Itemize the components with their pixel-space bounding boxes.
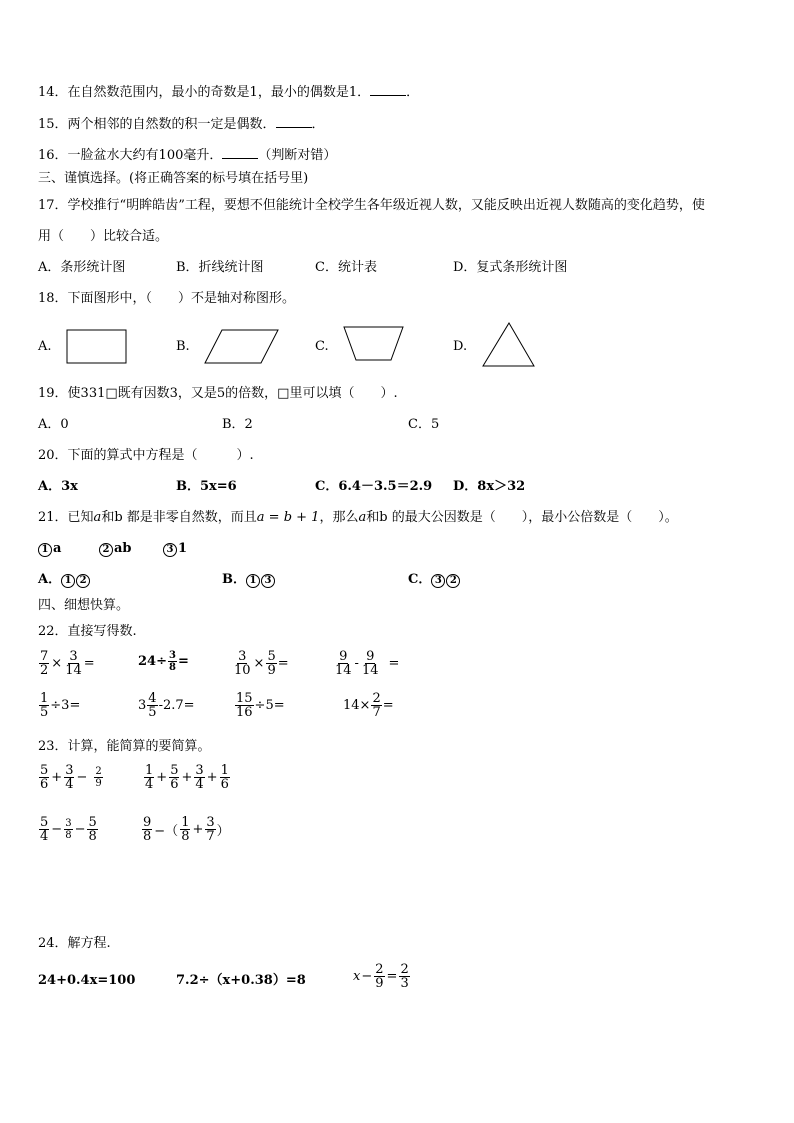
rectangle-shape <box>66 329 128 365</box>
triangle-shape <box>482 322 536 368</box>
q14-end: ． <box>406 85 420 100</box>
q18-option-d[interactable]: D. <box>453 339 468 354</box>
circled-number: 3 <box>163 543 177 557</box>
choice-text: ab <box>114 541 132 556</box>
q21-var: a <box>358 510 367 525</box>
q21-option-a[interactable] <box>38 571 91 589</box>
question-24: 24．解方程. <box>38 936 111 951</box>
q22-expr-7: $\frac{15}{16}$ ÷5= <box>236 691 285 720</box>
option-label: C． <box>408 572 432 587</box>
q21-text-4: 和b 的最大公因数是（ ），最小公倍数是（ ）。 <box>366 510 678 525</box>
q24-equation-2: 7.2÷（x+0.38）=8 <box>176 973 306 988</box>
q17-option-c[interactable]: C．统计表 <box>315 260 377 275</box>
q22-expr-3: $\frac{3}{10}$ × $\frac{5}{9}$ = <box>234 649 289 678</box>
q20-option-c[interactable]: C．6.4－3.5＝2.9 <box>315 479 433 494</box>
question-17-line2: 用（ ）比较合适。 <box>38 229 169 244</box>
q21-option-b[interactable] <box>222 571 276 589</box>
q20-option-b[interactable]: B．5x=6 <box>176 479 237 494</box>
choice-text: 1 <box>178 541 188 556</box>
answer-blank[interactable] <box>222 146 258 159</box>
question-18: 18．下面图形中，（ ）不是轴对称图形。 <box>38 291 296 306</box>
question-20: 20．下面的算式中方程是（ ）. <box>38 448 254 463</box>
question-14 <box>38 83 419 102</box>
q16-end: （判断对错） <box>258 148 337 163</box>
q16-text: 16．一脸盆水大约有100毫升． <box>38 148 223 163</box>
q22-expr-4: 9 14 - $\frac{9}{14}$ = <box>335 649 400 678</box>
question-21 <box>38 509 678 527</box>
q22-expr-5: $\frac{1}{5}$ ÷3= <box>40 691 81 720</box>
q15-end: ． <box>311 117 325 132</box>
q17-option-b[interactable]: B．折线统计图 <box>176 260 264 275</box>
q19-option-c[interactable]: C．5 <box>408 417 440 432</box>
circled-number: 1 <box>61 574 75 588</box>
q21-equation: a = b + 1 <box>256 510 320 525</box>
section-4-heading: 四、细想快算。 <box>38 598 130 613</box>
option-label: B． <box>222 572 246 587</box>
answer-blank[interactable] <box>276 115 312 128</box>
q21-choice-1 <box>38 540 61 558</box>
q21-var: a <box>93 510 102 525</box>
q18-option-c[interactable]: C. <box>315 339 329 354</box>
question-15 <box>38 115 325 134</box>
q20-option-a[interactable]: A．3x <box>38 479 78 494</box>
question-17-line1: 17．学校推行“明眸皓齿”工程，要想不但能统计全校学生各年级近视人数，又能反映出近视人数随高的变化趋势，使 <box>38 198 705 213</box>
q21-choice-3 <box>163 540 187 558</box>
q24-equation-1: 24+0.4x=100 <box>38 973 136 988</box>
answer-blank[interactable] <box>370 83 406 96</box>
section-3-heading: 三、谨慎选择。(将正确答案的标号填在括号里) <box>38 171 309 186</box>
q22-expr-1: $\frac{7}{2}$ × $\frac{3}{14}$ = <box>40 649 95 678</box>
q21-text-3: ，那么 <box>319 510 359 525</box>
question-16 <box>38 146 336 165</box>
q21-option-c[interactable] <box>408 571 461 589</box>
q18-option-b[interactable]: B. <box>176 339 190 354</box>
choice-text: a <box>53 541 62 556</box>
question-23: 23．计算，能简算的要简算。 <box>38 739 211 754</box>
circled-number: 3 <box>431 574 445 588</box>
q23-expr-3: 5 4 − $\frac{3}{8}$ − $\frac{5}{8}$ <box>40 815 97 844</box>
parallelogram-shape <box>204 329 280 365</box>
q19-option-b[interactable]: B．2 <box>222 417 253 432</box>
q18-option-a[interactable]: A. <box>38 339 52 354</box>
q21-text-1: 21．已知 <box>38 510 94 525</box>
question-22: 22．直接写得数. <box>38 624 137 639</box>
q17-option-a[interactable]: A．条形统计图 <box>38 260 126 275</box>
circled-number: 2 <box>99 543 113 557</box>
q24-equation-3: x − $\frac{2}{9}$ = $\frac{2}{3}$ <box>353 962 409 991</box>
circled-number: 1 <box>38 543 52 557</box>
q21-text-2: 和b 都是非零自然数，而且 <box>101 510 257 525</box>
q22-expr-8: 14× $\frac{2}{7}$ = <box>343 691 394 720</box>
q23-expr-1: 5 6 + $\frac{3}{4}$ − $\frac{2}{9}$ <box>40 763 102 792</box>
circled-number: 1 <box>246 574 260 588</box>
trapezoid-shape <box>343 326 405 362</box>
q23-expr-2: 1 4 + $\frac{5}{6}$ + $\frac{3}{4}$ + $\frac{1}{6}$ <box>145 763 229 792</box>
circled-number: 3 <box>261 574 275 588</box>
q21-choice-2 <box>99 540 132 558</box>
q22-expr-2: 24÷ $\frac{3}{8}$ = <box>138 650 189 673</box>
q15-text: 15．两个相邻的自然数的积一定是偶数． <box>38 117 276 132</box>
q19-option-a[interactable]: A．0 <box>38 417 69 432</box>
q14-text: 14．在自然数范围内，最小的奇数是1，最小的偶数是1． <box>38 85 371 100</box>
q17-option-d[interactable]: D．复式条形统计图 <box>453 260 568 275</box>
question-19: 19．使331□既有因数3，又是5的倍数，□里可以填（ ）. <box>38 386 398 401</box>
q23-expr-4: 9 8 −（ 1 8 + $\frac{3}{7}$ ） <box>143 815 230 844</box>
q22-expr-6: 3 4 5 -2.7= <box>138 691 195 720</box>
option-label: A． <box>38 572 62 587</box>
circled-number: 2 <box>76 574 90 588</box>
circled-number: 2 <box>446 574 460 588</box>
q20-option-d[interactable]: D．8x＞32 <box>453 479 526 494</box>
